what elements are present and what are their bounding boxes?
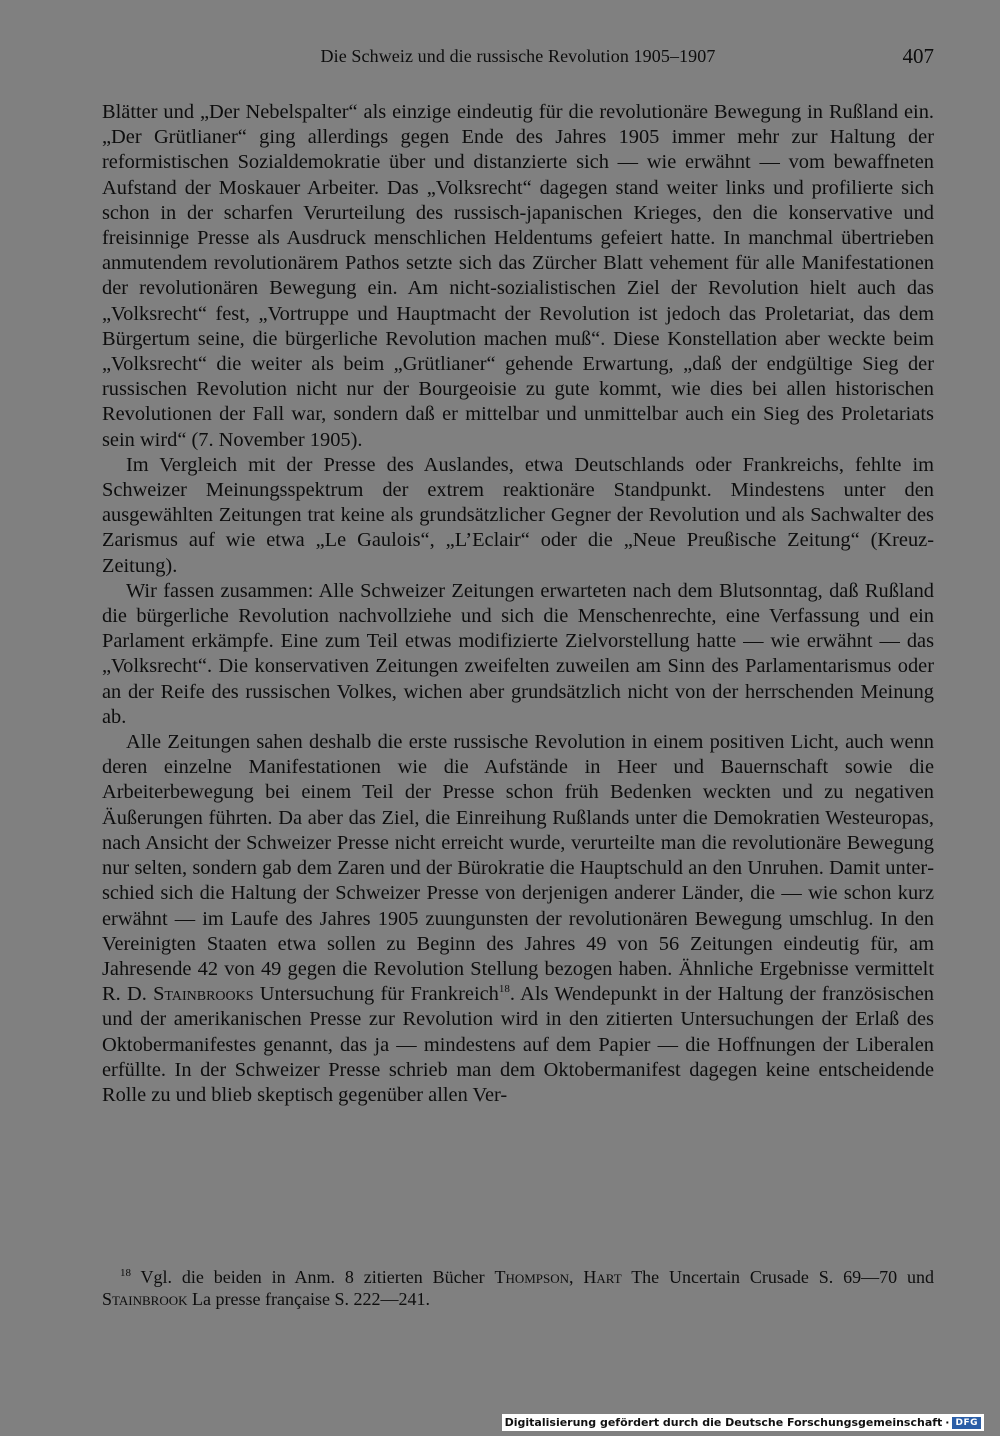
author-name: Stainbrooks <box>153 983 254 1006</box>
paragraph: Wir fassen zusammen: Alle Schweizer Zeitungen erwarteten nach dem Blutsonntag, daß Rußland die bürgerliche Revolution nachvollziehe und sich die Menschenrechte, eine Verfassung und ein Parlament erkämpfe. Eine zum Teil etwas modifizierte Zielvorstellung hatte — wie erwähnt — das „Volksrecht“. Die konservativen Zeitungen zweifelten zuweilen am Sinn des Parlamentarismus oder an der Reife des russischen Volkes, wichen aber grundsätzlich nicht von der herrschenden Meinung ab. <box>102 579 934 728</box>
footnote-number: 18 <box>120 1267 131 1279</box>
paragraph-text: Alle Zeitungen sahen deshalb die erste russische Revolution in einem positiven Licht, auch wenn deren einzelne Manifestationen wie die Aufstände in Heer und Bauernschaft sowie die Arbeiterbewegung bei einem Teil der Presse schon früh Bedenken weckten und zu negativen Äußerungen führten. Da aber das Ziel, die Einreihung Rußlands unter die Demokratien Westeuropas, nach Ansicht der Schweizer Presse nicht erreicht wurde, verurteilte man die revolutionäre Bewegung nur selten, sondern gab dem Zaren und der Bürokratie die Hauptschuld an den Unruhen. Damit unterschied sich die Haltung der Schweizer Presse von derjenigen anderer Länder, die — wie schon kurz erwähnt — im Laufe des Jahres 1905 zuungunsten der revolutionären Bewegung umschlug. In den Vereinigten Staaten etwa sollen zu Beginn des Jahres 49 von 56 Zeitungen eindeutig für, am Jahresende 42 von 49 gegen die Revolution Stellung bezogen haben. Ähnliche Ergebnisse vermittelt R. D. <box>102 731 934 1006</box>
footnote-reference: 18 <box>498 983 510 996</box>
footnote-text: , <box>569 1267 584 1287</box>
footnote-text: La presse française S. 222—241. <box>187 1289 430 1309</box>
paragraph-text: . Als Wendepunkt in der Haltung der französischen und der amerikanischen Presse zur Revolution wird in den zitierten Untersuchungen der Erlaß des Oktobermanifestes genannt, das ja — mindestens auf dem Papier — die Hoffnungen der Liberalen erfüllte. In der Schweizer Presse schrieb man dem Oktobermanifest dagegen keine entscheidende Rolle zu und blieb skeptisch gegenüber allen Ver- <box>102 983 935 1106</box>
paragraph: Blätter und „Der Nebelspalter“ als einzige eindeutig für die revolutionäre Bewegung in Rußland ein. „Der Grütlianer“ ging allerdings gegen Ende des Jahres 1905 immer mehr zur Haltung der reformistischen Sozialdemokratie über und distanzierte sich — wie erwähnt — vom bewaffneten Aufstand der Moskauer Arbeiter. Das „Volksrecht“ dagegen stand weiter links und profilierte sich schon in der scharfen Verurteilung des russisch-japanischen Krieges, den die konservative und freisinnige Presse als Ausdruck menschlichen Heldentums gefeiert hatte. In manchmal übertrieben anmutendem revolutionärem Pathos setzte sich das Zürcher Blatt vehement für alle Manifestationen der revolutionären Bewegung ein. Am nicht-sozialistischen Ziel der Revolution hielt auch das „Volksrecht“ fest, „Vortruppe und Hauptmacht der Revolution ist jedoch das Proletariat, das dem Bürgertum seine, die bürgerliche Revolution machen muß“. Diese Konstellation aber weckte beim „Volksrecht“ die weiter als beim „Grütlianer“ gehende Erwartung, „daß der endgültige Sieg der russischen Revolution nicht nur der Bourgeoisie zu gute kommt, wie dies bei allen historischen Revolutionen der Fall war, sondern daß er mittelbar und unmittelbar auch ein Sieg des Proletariats sein wird“ (7. November 1905). <box>102 101 934 451</box>
footnote-text: The Uncertain Crusade S. 69—70 und <box>621 1267 934 1287</box>
paragraph <box>102 730 934 1108</box>
author-name: Hart <box>583 1267 622 1287</box>
paragraph: Im Vergleich mit der Presse des Auslandes, etwa Deutschlands oder Frankreichs, fehlte im Schweizer Meinungsspektrum der extrem reaktionäre Standpunkt. Mindestens unter den ausgewählten Zeitungen trat keine als grundsätzlicher Gegner der Revolution und als Sachwalter des Zarismus auf wie etwa „Le Gaulois“, „L’Eclair“ oder die „Neue Preußische Zeitung“ (Kreuz-Zeitung). <box>102 453 934 577</box>
running-head <box>100 44 936 74</box>
running-title: Die Schweiz und die russische Revolution 1905–1907 <box>320 46 716 66</box>
page-number: 407 <box>902 44 934 68</box>
credit-separator: · <box>945 1416 950 1429</box>
footnote <box>102 1266 934 1310</box>
digitization-credit <box>502 1414 984 1431</box>
dfg-logo-icon: DFG <box>952 1417 981 1429</box>
author-name: Stainbrook <box>102 1289 188 1309</box>
credit-text: Digitalisierung gefördert durch die Deutsche Forschungsgemeinschaft <box>504 1416 943 1429</box>
footnote-text: Vgl. die beiden in Anm. 8 zitierten Bücher <box>131 1267 495 1287</box>
author-name: Thompson <box>494 1267 570 1287</box>
body-text <box>102 100 934 1108</box>
paragraph-text: Untersuchung für Frankreich <box>253 983 499 1006</box>
